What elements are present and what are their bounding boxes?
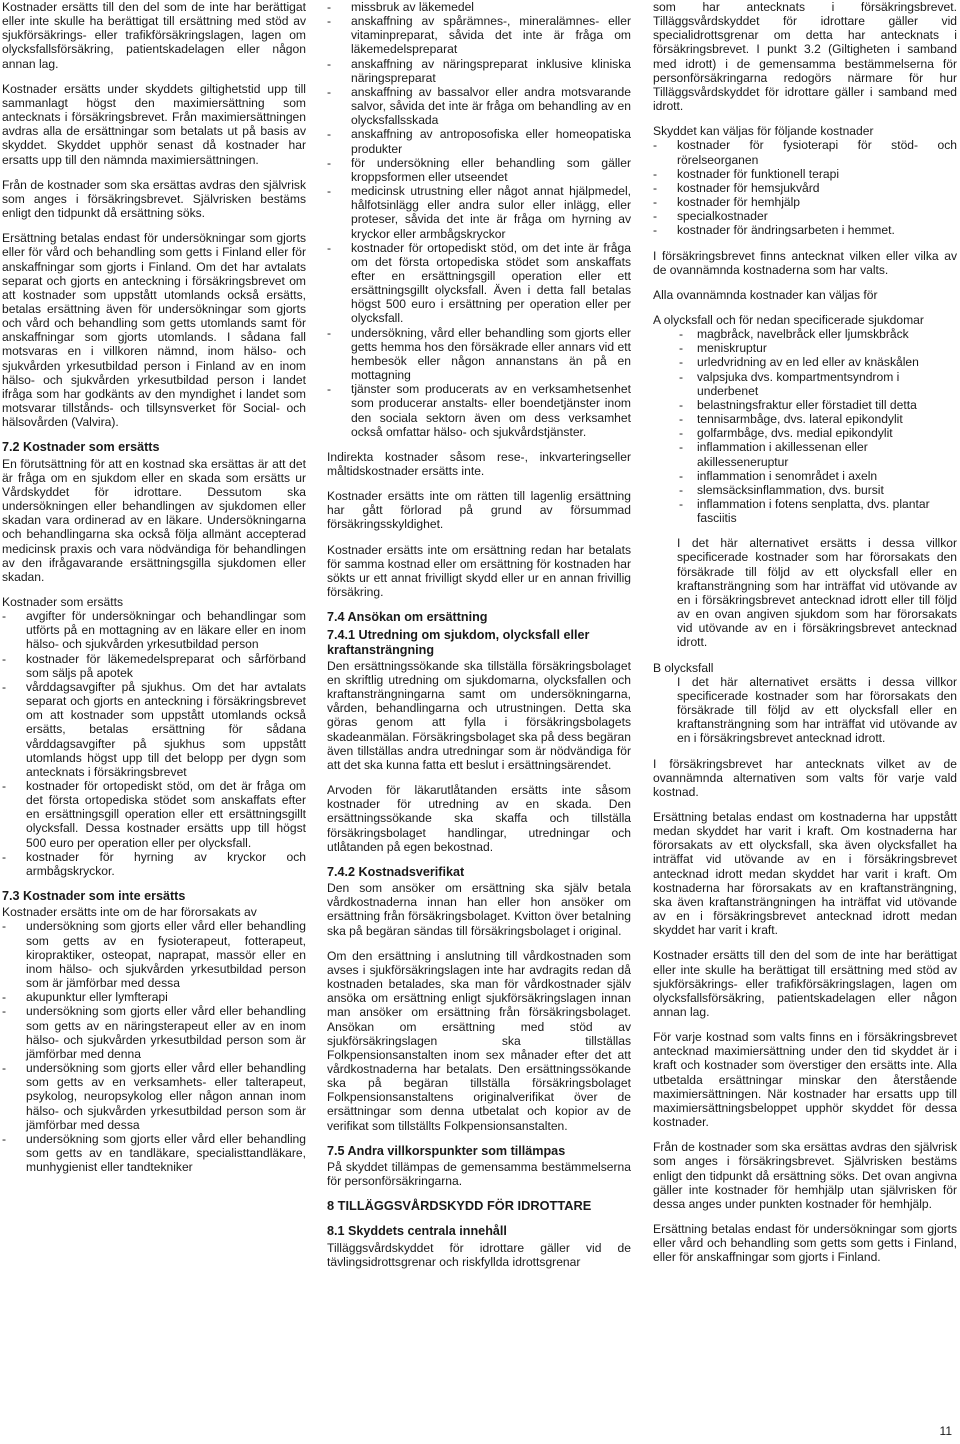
list-diseases (653, 327, 957, 525)
list-item: - anskaffning av bassalvor eller andra motsvarande salvor, såvida det inte är fråga om behandling av en olycksfallsskada (327, 85, 631, 127)
list-item: - undersökning som gjorts eller vård eller behandling som getts av en näringsterapeut eller av en inom hälso- och sjukvården yrkesutbildad person som är jämförbar med denna (2, 1004, 306, 1061)
list-item: - slemsäcksinflammation, dvs. bursit (675, 483, 957, 497)
list-item: - inflammation i senområdet i axeln (675, 469, 957, 483)
paragraph: Tilläggsvårdskyddet för idrottare gäller vid de tävlingsidrottsgrenar och riskfyllda idrottsgrenar (327, 1240, 631, 1269)
option-a-text: I det här alternativet ersätts i dessa villkor specificerade kostnader som har förorsakats den försäkrade till följd av ett olycksfall eller en kraftansträngning som har inträffat vid utövande av en i försäkringsbrevet antecknad idrott eller till följd av en ovan angiven sjukdom som har förorsakats vid utövande av en i försäkringsbrevet antecknad idrott. (677, 536, 957, 650)
option-b-text: I det här alternativet ersätts i dessa villkor specificerade kostnader som har förorsakats den försäkrade till följd av ett olycksfall eller en kraftansträngning som har inträffat vid utövande av en i försäkringsbrevet antecknad idrott. (677, 674, 957, 746)
paragraph: I försäkringsbrevet finns antecknat vilken eller vilka av de ovannämnda kostnaderna som har valts. (653, 248, 957, 277)
paragraph: En förutsättning för att en kostnad ska ersättas är att det är fråga om en sjukdom eller en skada som ersätts ur Vårdskyddet för idrottare. Dessutom ska undersökningen eller behandlingen av sjukdomen eller skadan vara ordinerad av en läkare. Undersökningarna och behandlingarna ska också följa allmänt accepterad medicinsk praxis och vara nödvändiga för behandlingen av den ifrågavarande ersättningsgilla sjukdomen eller skadan. (2, 456, 306, 584)
paragraph: Kostnader ersätts under skyddets giltighetstid upp till sammanlagt högst den maximiersättning som antecknats i försäkringsbrevet. Från maximiersättningen avdras alla de ersättningar som betalats ut på basis av skyddet. Skyddet upphör senast då kostnader har ersatts upp till den nämnda maximiersättningen. (2, 81, 306, 167)
column-right (653, 0, 957, 1276)
section-heading-7-4-1: 7.4.1 Utredning om sjukdom, olycksfall eller kraftansträngning (327, 628, 590, 657)
paragraph: På skyddet tillämpas de gemensamma bestämmelserna för personförsäkringarna. (327, 1159, 631, 1189)
list-item: - undersökning, vård eller behandling som gjorts eller getts hemma hos den försäkrade eller annars vid ett hembesök eller någon annanstans än på en mottagning (327, 326, 631, 383)
paragraph: Arvoden för läkarutlåtanden ersätts inte såsom kostnader för utredning av en skada. Den ersättningssökande ska skaffa och tillställa försäkringsbolaget handlingar, utredningar och utlåtanden på egen bekostnad. (327, 783, 631, 854)
list-item: - akupunktur eller lymfterapi (2, 990, 306, 1004)
list-item: - kostnader för fysioterapi för stöd- och rörelseorganen (653, 138, 957, 166)
paragraph: Från de kostnader som ska ersättas avdras den självrisk som anges i försäkringsbrevet. Självrisken bestäms enligt den tidpunkt då ersättning söks. (2, 177, 306, 221)
list-item: - kostnader för funktionell terapi (653, 167, 957, 181)
list-item: - vårddagsavgifter på sjukhus. Om det har avtalats separat och gjorts en anteckning i försäkringsbrevet om att kostnader som uppstått utomlands också ersätts, betalas ersättning för sådana vårddagsavgifter på sjukhus som uppstått utomlands högst upp till det belopp per dygn som antecknats i försäkringsbrevet (2, 680, 306, 779)
paragraph: För varje kostnad som valts finns en i försäkringsbrevet antecknad maximiersättning under den tid skyddet är i kraft och kostnader som överstiger den ersätts inte. Alla utbetalda ersättningar minskar den återstående maximiersättningen. När kostnader har ersatts upp till maximiersättningsbeloppet upphör skyddet för dessa kostnader. (653, 1030, 957, 1130)
section-heading-8-1: 8.1 Skyddets centrala innehåll (327, 1224, 507, 1239)
list-item: - specialkostnader (653, 209, 957, 223)
paragraph: Ersättning betalas endast för undersökningar som gjorts eller vård och behandling som getts som getts i Finland, eller för anskaffningar som gjorts i Finland. (653, 1222, 957, 1265)
section-heading-7-5: 7.5 Andra villkorspunkter som tillämpas (327, 1143, 566, 1158)
paragraph: Den ersättningssökande ska tillställa försäkringsbolaget en skriftlig utredning om sjukdomarna, olycksfallen och kraftansträngningarna samt om undersökningarna, vården, behandlingarna och utrustningen. Detta ska göras genom att fylla i försäkringsbolagets skadeanmälan. Försäkringsbolaget ska på dess begäran även tillställas andra utredningar som är nödvändiga för att det ska kunna fatta ett beslut i ersättningsärendet. (327, 658, 631, 772)
paragraph: Från de kostnader som ska ersättas avdras den självrisk som anges i försäkringsbrevet. Självrisken bestäms enligt den tidpunkt då ersättning söks. Det ovan angivna gäller inte kostnader för hemhjälp utan självrisken för dessa anges under punkten kostnader för hemhjälp. (653, 1140, 957, 1211)
list-item: - undersökning som gjorts eller vård eller behandling som getts av en fysioterapeut, fotterapeut, kiropraktiker, osteopat, naprapat, massör eller en inom hälso- och sjukvården yrkesutbildad person som är jämförbar med dessa (2, 919, 306, 990)
list-item: - valpsjuka dvs. kompartmentsyndrom i underbenet (675, 370, 957, 398)
list-item: - tennisarmbåge, dvs. lateral epikondylit (675, 412, 957, 426)
list-item: - inflammation i fotens senplatta, dvs. plantar fasciitis (675, 497, 957, 525)
list-item: - missbruk av läkemedel (327, 0, 631, 14)
list-item: - inflammation i akillessenan eller akillesseneruptur (675, 440, 957, 468)
list-item: - kostnader för ändringsarbeten i hemmet. (653, 223, 957, 237)
section-heading-7-2: 7.2 Kostnader som ersätts (2, 440, 160, 455)
paragraph: Kostnader ersätts inte om ersättning redan har betalats för samma kostnad eller om ersättning för kostnaden har sökts ur ett annat frivilligt skydd eller ur en annan frivillig försäkring. (327, 542, 631, 600)
list-item: - anskaffning av näringspreparat inklusive kliniska näringspreparat (327, 57, 631, 85)
list-item: - meniskruptur (675, 341, 957, 355)
list-intro: Kostnader ersätts inte om de har förorsakats av (2, 905, 257, 920)
list-item: - anskaffning av antroposofiska eller homeopatiska produkter (327, 127, 631, 155)
list-item: - kostnader för hemhjälp (653, 195, 957, 209)
paragraph: som har antecknats i försäkringsbrevet. Tilläggsvårdskyddet för idrottare gäller vid specialidrottsgrenar om detta har antecknats i försäkringsbrevet. I punkt 3.2 (Giltigheten i samband med idrott) i de gemensamma bestämmelserna för personförsäkringarna redogörs närmare för hur Tilläggsvårdskyddet för idrottare gäller i samband med idrott. (653, 0, 957, 114)
section-heading-8: 8 TILLÄGGSVÅRDSKYDD FÖR IDROTTARE (327, 1198, 592, 1214)
list-covered-costs (2, 609, 306, 878)
list-excluded-costs-continued (327, 0, 631, 439)
section-heading-7-4-2: 7.4.2 Kostnadsverifikat (327, 864, 465, 879)
column-middle (327, 0, 631, 1280)
list-item: - kostnader för hemsjukvård (653, 181, 957, 195)
paragraph: I försäkringsbrevet har antecknats vilket av de ovannämnda alternativen som valts för varje vald kostnad. (653, 756, 957, 799)
list-intro: Skyddet kan väljas för följande kostnader (653, 124, 874, 139)
list-item: - anskaffning av spårämnes-, mineralämnes- eller vitaminpreparat, såvida det inte är fråga om läkemedelspreparat (327, 14, 631, 56)
list-item: - avgifter för undersökningar och behandlingar som utförts på en mottagning av en läkare eller en inom hälso- och sjukvården yrkesutbildad person (2, 609, 306, 651)
option-b-title: B olycksfall (653, 660, 714, 675)
section-heading-7-4: 7.4 Ansökan om ersättning (327, 610, 488, 625)
list-item: - kostnader för hyrning av kryckor och armbågskryckor. (2, 850, 306, 878)
list-item: - belastningsfraktur eller förstadiet till detta (675, 398, 957, 412)
list-excluded-costs (2, 919, 306, 1174)
list-item: - för undersökning eller behandling som gäller kroppsformen eller utseendet (327, 156, 631, 184)
list-item: - kostnader för ortopediskt stöd, om det inte är fråga om det första ortopediska stödet som anskaffats efter en ersättningsgill operation eller ett ersättningsgillt olycksfall. Även i detta fall betalas högst 500 euro i ersättning per operation eller per olycksfall. (327, 241, 631, 326)
list-item: - golfarmbåge, dvs. medial epikondylit (675, 426, 957, 440)
list-selectable-costs (653, 138, 957, 237)
paragraph: Kostnader ersätts inte om rätten till lagenlig ersättning har gått förlorad på grund av försummad försäkringsskyldighet. (327, 489, 631, 532)
paragraph: Den som ansöker om ersättning ska själv betala vårdkostnaderna innan han eller hon ansöker om ersättning från försäkringsbolaget. Kvitton över betalning ska på begäran sändas till försäkringsbolaget i original. (327, 881, 631, 938)
column-left (2, 0, 306, 1185)
list-item: - undersökning som gjorts eller vård eller behandling som getts av en tandläkare, specialisttandläkare, munhygienist eller tandtekniker (2, 1132, 306, 1174)
list-item: - kostnader för ortopediskt stöd, om det är fråga om det första ortopediska stödet som anskaffats efter en ersättningsgill operation eller ett ersättningsgillt olycksfall. Dessa kostnader ersätts upp till högst 500 euro per operation eller per olycksfall. (2, 779, 306, 850)
list-item: - urledvridning av en led eller av knäskålen (675, 355, 957, 369)
list-intro: Kostnader som ersätts (2, 594, 123, 609)
list-item: - undersökning som gjorts eller vård eller behandling som getts av en verksamhets- eller talterapeut, psykolog, neuropsykolog eller någon annan inom hälso- och sjukvården yrkesutbildad person som är jämförbar med dessa (2, 1061, 306, 1132)
section-heading-7-3: 7.3 Kostnader som inte ersätts (2, 889, 186, 904)
paragraph: Alla ovannämnda kostnader kan väljas för (653, 287, 878, 302)
page-number: 11 (939, 1424, 952, 1438)
option-a-title: A olycksfall och för nedan specificerade sjukdomar (653, 312, 924, 327)
list-item: - tjänster som producerats av en verksamhetsenhet som producerar anstalts- eller boendetjänster inom den sociala sektorn även om dess verksamhet också omfattar hälso- och sjukvårdstjänster. (327, 382, 631, 439)
paragraph: Ersättning betalas endast för undersökningar som gjorts eller för vård och behandling som getts i Finland eller för anskaffningar som gjorts i Finland. Om det har avtalats separat och gjorts en anteckning i försäkringsbrevet om att kostnader som uppstått utomlands också ersätts, betalas ersättning även för undersökningar som gjorts och vård och behandling som getts utomlands samt för anskaffningar som gjorts utomlands. I sådana fall motsvaras en i villkoren nämnd, inom hälso- och sjukvården yrkesutbildad person i Finland av en inom hälso- och sjukvården yrkesutbildad person i landet ifråga som har godkänts av den myndighet i landet som motsvarar tillstånds- och tillsynsverket för Social- och hälsovården (Valvira). (2, 231, 306, 430)
list-item: - magbråck, navelbråck eller ljumskbråck (675, 327, 957, 341)
paragraph: Kostnader ersätts till den del som de inte har berättigat eller inte skulle ha berättigat till ersättning med stöd av sjukförsäkrings- eller trafikförsäkringslagen, lagen om olycksfallsförsäkring, patientskadelagen eller någon annan lag. (2, 0, 306, 71)
paragraph: Ersättning betalas endast om kostnaderna har uppstått medan skyddet har varit i kraft. Om kostnaderna har förorsakats av ett olycksfall, ska även olycksfallet ha inträffat vid utövande av en i försäkringsbrevet antecknad idrott medan skyddet har varit i kraft. Om kostnaderna har förorsakats av en kraftansträngning, ska även kraftansträngningen ha inträffat vid utövande av en i försäkringsbrevet antecknad idrott medan skyddet har varit i kraft. (653, 809, 957, 938)
list-item: - medicinsk utrustning eller något annat hjälpmedel, hålfotsinlägg eller andra sulor eller inlägg, eller proteser, såvida det inte är fråga om hyrning av kryckor eller armbågskryckor (327, 184, 631, 241)
paragraph: Indirekta kostnader såsom rese-, inkvarteringseller måltidskostnader ersätts inte. (327, 449, 631, 478)
paragraph: Om den ersättning i anslutning till vårdkostnaden som avses i sjukförsäkringslagen inte har avdragits redan då kostnaden betalades, ska man för vårdkostnader själv ansöka om ersättning enligt sjukförsäkringslagen innan man ansöker om ersättning från försäkringsbolaget. Ansökan om ersättning med stöd av sjukförsäkringslagen ska tillställas Folkpensionsanstalten inom sex månader efter det att vårdkostnaderna har betalats. Den ersättningssökande ska på begäran tillställa försäkringsbolaget Folkpensionsanstaltens originalverifikat över de ersättningar som denna utbetalat och kopior av de verifikat som tillställts Folkpensionsanstalten. (327, 948, 631, 1133)
paragraph: Kostnader ersätts till den del som de inte har berättigat eller inte skulle ha berättigat till ersättning med stöd av sjukförsäkrings- eller trafikförsäkringslagen, lagen om olycksfallsförsäkring, patientskadelagen eller någon annan lag. (653, 948, 957, 1019)
list-item: - kostnader för läkemedelspreparat och sårförband som säljs på apotek (2, 652, 306, 680)
